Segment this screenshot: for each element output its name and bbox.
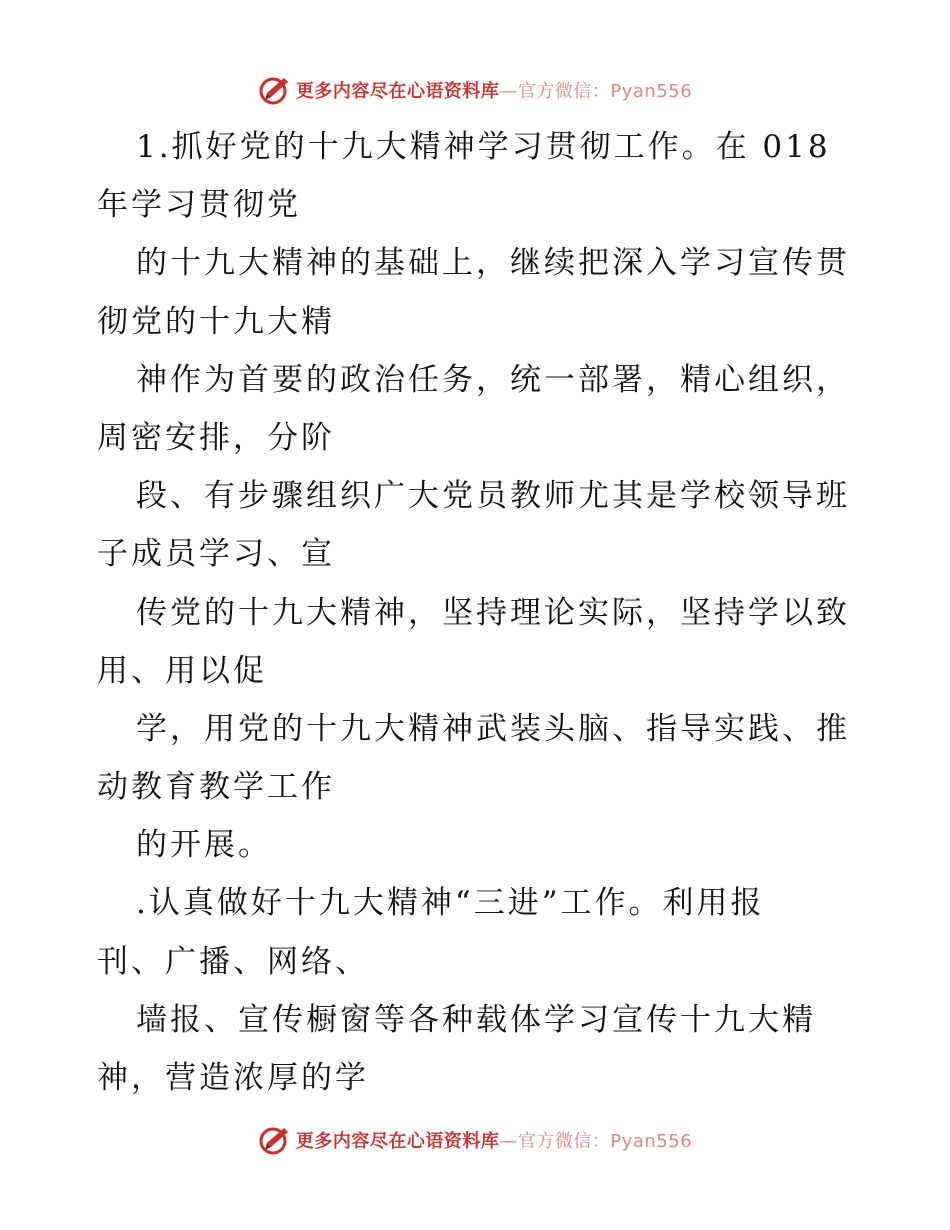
pen-logo-icon <box>258 73 292 107</box>
header-watermark-banner <box>0 72 950 108</box>
text-line-14: .认真做好十九大精神“三进”工作。利用报 <box>136 885 765 922</box>
text-line-17: 神，营造浓厚的学 <box>97 1060 369 1096</box>
banner-site-text: 更多内容尽在心语资料库 <box>295 1131 500 1152</box>
text-line-5: 神作为首要的政治任务，统一部署，精心组织， <box>136 361 850 398</box>
banner-text <box>296 77 692 103</box>
text-line-2: 年学习贯彻党 <box>97 187 301 224</box>
text-line-16: 墙报、宣传橱窗等各种载体学习宣传十九大精 <box>136 1001 816 1038</box>
text-line-6: 周密安排，分阶 <box>97 419 335 456</box>
banner-contact-text: —官方微信：Pyan556 <box>499 1131 693 1152</box>
pen-logo-icon <box>258 1123 292 1157</box>
banner-text <box>296 1127 692 1153</box>
text-line-9: 传党的十九大精神，坚持理论实际，坚持学以致 <box>136 594 850 631</box>
document-body <box>97 118 897 1107</box>
text-line-8: 子成员学习、宣 <box>97 536 335 573</box>
text-line-1: 1.抓好党的十九大精神学习贯彻工作。在 018 <box>136 129 831 165</box>
text-line-15: 刊、广播、网络、 <box>97 943 369 980</box>
banner-site-text: 更多内容尽在心语资料库 <box>295 81 500 102</box>
text-line-7: 段、有步骤组织广大党员教师尤其是学校领导班 <box>136 478 850 515</box>
text-line-10: 用、用以促 <box>97 652 267 689</box>
banner-contact-text: —官方微信：Pyan556 <box>499 81 693 102</box>
text-line-12: 动教育教学工作 <box>97 769 335 806</box>
text-line-13: 的开展。 <box>136 827 272 864</box>
footer-watermark-banner <box>0 1122 950 1158</box>
text-line-11: 学，用党的十九大精神武装头脑、指导实践、推 <box>136 710 850 747</box>
text-line-3: 的十九大精神的基础上，继续把深入学习宣传贯 <box>136 245 850 282</box>
text-line-4: 彻党的十九大精 <box>97 303 335 340</box>
